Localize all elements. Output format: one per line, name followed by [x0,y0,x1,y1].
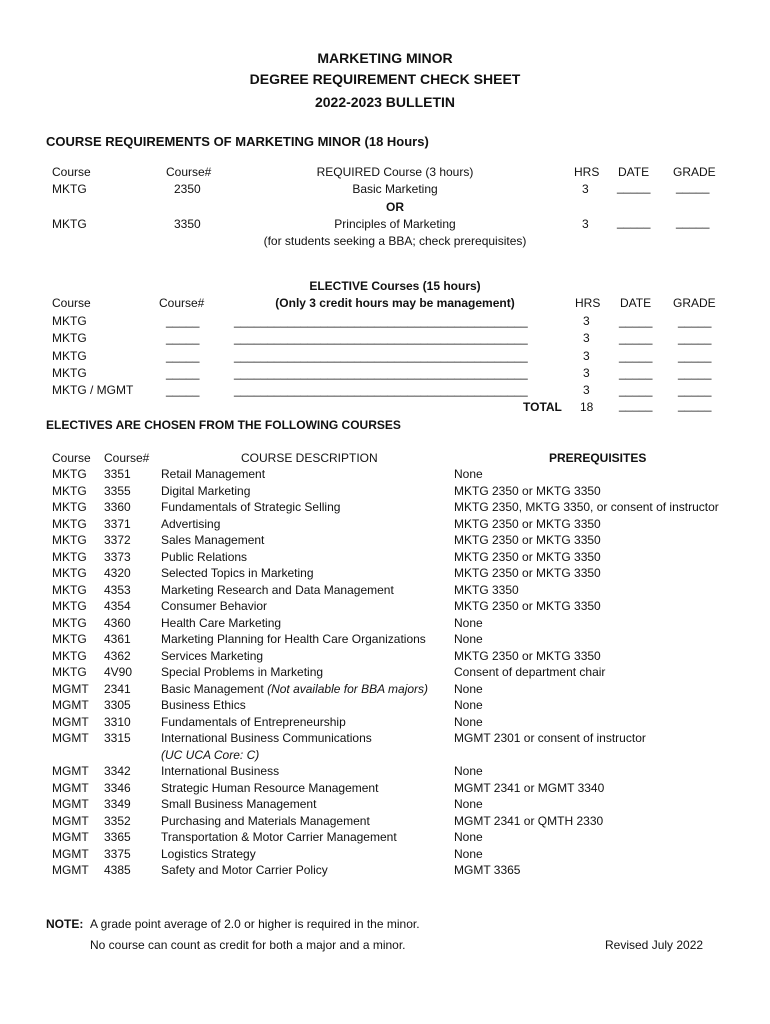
course-row [0,715,770,732]
elective-grade-blank[interactable]: _____ [678,365,712,380]
title-line-2: DEGREE REQUIREMENT CHECK SHEET [249,71,521,87]
course-row [0,814,770,831]
elective-name-blank[interactable]: ____________________________________________ [234,331,528,346]
elective-number-blank[interactable]: _____ [166,348,200,363]
course-description: Consumer Behavior [161,599,268,613]
note-label: NOTE: [46,917,84,931]
course-number: 3355 [104,483,131,498]
course-number: 3305 [104,698,131,712]
course-prerequisite: MKTG 2350 or MKTG 3350 [454,516,601,531]
course-prefix: MGMT [52,830,89,844]
course-row [0,467,770,484]
course-description-wrap [161,682,428,696]
requirements-heading: COURSE REQUIREMENTS OF MARKETING MINOR (18 Hours) [46,134,429,149]
elective-row [0,331,770,348]
course-row [0,863,770,880]
course-prerequisite: None [454,830,483,844]
course-prefix: MKTG [52,665,87,679]
course-row [0,533,770,550]
elective-course-prefix: MKTG [52,348,87,363]
course-row [0,616,770,633]
course-description: Fundamentals of Entrepreneurship [161,714,346,729]
course-description: Sales Management [161,533,265,547]
total-date-blank[interactable]: _____ [619,398,653,412]
col-course-number: Course# [104,451,150,465]
course-hrs: 3 [582,217,589,231]
col-course-number: Course# [159,296,205,310]
revised-date: Revised July 2022 [605,938,704,952]
col-course-number: Course# [166,165,212,179]
grade-blank[interactable]: _____ [676,215,710,229]
elective-name-blank[interactable]: ____________________________________________ [234,348,528,363]
course-description: Marketing Planning for Health Care Organizations [161,632,426,646]
elective-date-blank[interactable]: _____ [619,348,653,363]
course-prefix: MKTG [52,582,87,597]
list-heading: ELECTIVES ARE CHOSEN FROM THE FOLLOWING COURSES [46,418,401,432]
elective-number-blank[interactable]: _____ [166,383,200,398]
course-prefix: MGMT [52,863,89,877]
course-prerequisite: MKTG 3350 [454,582,519,597]
elective-course-prefix: MKTG / MGMT [52,383,134,398]
course-prefix: MKTG [52,217,87,231]
course-prerequisite: MKTG 2350 or MKTG 3350 [454,483,601,498]
date-blank[interactable]: _____ [617,215,651,229]
col-grade: GRADE [673,296,716,310]
course-description: Fundamentals of Strategic Selling [161,500,341,514]
course-number: 4362 [104,648,131,663]
course-description: Small Business Management [161,797,317,811]
course-description: Special Problems in Marketing [161,665,324,679]
course-row [0,649,770,666]
elective-name-blank[interactable]: ____________________________________________ [234,383,528,398]
elective-hrs: 3 [583,314,590,328]
course-number: 3365 [104,830,131,844]
elective-course-prefix: MKTG [52,314,87,328]
course-number: 3351 [104,467,131,481]
course-prefix: MGMT [52,714,89,729]
course-prefix: MKTG [52,467,87,481]
col-hrs: HRS [574,165,600,179]
course-prerequisite: None [454,467,483,481]
or-label: OR [386,200,404,214]
course-prefix: MGMT [52,731,89,745]
elective-row [0,349,770,366]
course-prerequisite: None [454,846,483,861]
elective-name-blank[interactable]: ____________________________________________ [234,365,528,380]
elective-course-prefix: MKTG [52,331,87,346]
course-number: 3373 [104,549,131,564]
elective-date-blank[interactable]: _____ [619,331,653,346]
elective-date-blank[interactable]: _____ [619,383,653,398]
course-prerequisite: None [454,681,483,696]
col-required: REQUIRED Course (3 hours) [316,165,474,179]
course-row [0,797,770,814]
course-row [0,517,770,534]
course-number: 3346 [104,780,131,795]
course-prerequisite: MGMT 3365 [454,863,521,877]
course-number: 4360 [104,615,131,630]
elective-hrs: 3 [583,383,590,398]
course-number: 4320 [104,566,131,580]
elective-course-prefix: MKTG [52,365,87,380]
course-row [0,847,770,864]
course-row [0,731,770,748]
course-prerequisite: MKTG 2350 or MKTG 3350 [454,533,601,547]
course-row [0,698,770,715]
course-number: 3371 [104,516,131,531]
course-row [0,682,770,699]
elective-name-blank[interactable]: ____________________________________________ [234,314,528,328]
course-prefix: MKTG [52,632,87,646]
col-course: Course [52,296,91,310]
course-prerequisite: MKTG 2350 or MKTG 3350 [454,599,601,613]
course-description: Services Marketing [161,648,264,663]
elective-hrs: 3 [583,331,590,346]
course-row [0,484,770,501]
course-prefix: MKTG [52,615,87,630]
course-prerequisite: None [454,714,483,729]
course-description: International Business Communications [161,731,372,745]
course-row [0,583,770,600]
grade-blank[interactable]: _____ [676,180,710,194]
elective-number-blank[interactable]: _____ [166,365,200,380]
col-course: Course [52,165,91,179]
course-row [0,599,770,616]
course-prerequisite: None [454,797,483,811]
course-number: 4354 [104,599,131,613]
course-prefix: MKTG [52,182,87,196]
col-description: COURSE DESCRIPTION [241,451,378,465]
course-prefix: MGMT [52,681,89,696]
course-description: Logistics Strategy [161,846,256,861]
course-prerequisite: None [454,698,483,712]
course-prefix: MGMT [52,797,89,811]
elective-number-blank[interactable]: _____ [166,331,200,346]
elective-date-blank[interactable]: _____ [619,365,653,380]
elective-grade-blank[interactable]: _____ [678,348,712,363]
course-number: 3350 [174,217,201,231]
course-prefix: MKTG [52,516,87,531]
total-label: TOTAL [523,400,562,414]
course-description: Strategic Human Resource Management [161,780,379,795]
total-grade-blank[interactable]: _____ [678,398,712,412]
course-prefix: MKTG [52,483,87,498]
col-grade: GRADE [673,165,716,179]
course-description: Public Relations [161,549,248,564]
elective-date-blank[interactable]: _____ [619,314,653,328]
elective-subtitle: (Only 3 credit hours may be management) [275,296,515,310]
course-prerequisite: MGMT 2341 or MGMT 3340 [454,780,605,795]
course-prefix: MGMT [52,813,89,828]
course-description: Purchasing and Materials Management [161,813,370,828]
note-line-1: A grade point average of 2.0 or higher is required in the minor. [90,917,420,931]
course-description: Health Care Marketing [161,615,282,630]
elective-title: ELECTIVE Courses (15 hours) [309,279,481,293]
course-description: Digital Marketing [161,483,251,498]
title-line-1: MARKETING MINOR [317,50,453,66]
course-description: International Business [161,764,280,778]
course-number: 2350 [174,182,201,196]
elective-grade-blank[interactable]: _____ [678,314,712,328]
course-prerequisite: MKTG 2350 or MKTG 3350 [454,648,601,663]
title-line-3: 2022-2023 BULLETIN [314,94,456,110]
course-prefix: MGMT [52,764,89,778]
course-name: Principles of Marketing [334,217,456,231]
course-prerequisite: None [454,764,483,778]
course-description-note: (Not available for BBA majors) [267,681,429,696]
total-hrs: 18 [580,400,594,414]
course-row [0,830,770,847]
course-description: Selected Topics in Marketing [161,566,314,580]
course-number: 3375 [104,846,131,861]
course-description: Basic Management [161,681,264,696]
course-prefix: MGMT [52,846,89,861]
course-note: (for students seeking a BBA; check prerequisites) [263,234,527,248]
col-hrs: HRS [575,296,601,310]
course-prerequisite: MGMT 2301 or consent of instructor [454,731,646,745]
elective-hrs: 3 [583,365,590,380]
course-number: 4385 [104,863,131,877]
course-row [0,632,770,649]
course-description: Retail Management [161,467,266,481]
course-row [0,781,770,798]
course-prerequisite: MKTG 2350, MKTG 3350, or consent of instructor [454,500,719,514]
course-row [0,500,770,517]
course-description: Safety and Motor Carrier Policy [161,863,328,877]
course-row [0,566,770,583]
elective-row [0,366,770,383]
course-prerequisite: MGMT 2341 or QMTH 2330 [454,813,604,828]
course-description: Advertising [161,516,221,531]
course-description: Transportation & Motor Carrier Management [161,830,397,844]
course-row-continuation [0,748,770,765]
elective-hrs: 3 [583,348,590,363]
course-number: 3352 [104,813,131,828]
course-prefix: MGMT [52,780,89,795]
course-prerequisite: Consent of department chair [454,665,606,679]
col-date: DATE [618,165,650,179]
course-number: 3315 [104,731,131,745]
course-row [0,550,770,567]
course-prerequisite: MKTG 2350 or MKTG 3350 [454,566,601,580]
course-number: 3372 [104,533,131,547]
course-number: 4V90 [104,665,133,679]
course-prefix: MKTG [52,549,87,564]
course-description-line-2: (UC UCA Core: C) [161,747,260,762]
course-number: 3349 [104,797,131,811]
course-prefix: MKTG [52,599,87,613]
elective-grade-blank[interactable]: _____ [678,383,712,398]
elective-row [0,383,770,400]
elective-row [0,314,770,331]
course-prefix: MKTG [52,648,87,663]
course-number: 3360 [104,500,131,514]
course-description: Business Ethics [161,698,246,712]
course-row [0,764,770,781]
course-number: 3342 [104,764,131,778]
course-number: 2341 [104,681,131,696]
elective-number-blank[interactable]: _____ [166,314,200,328]
course-prefix: MKTG [52,500,87,514]
elective-grade-blank[interactable]: _____ [678,331,712,346]
course-number: 4353 [104,582,131,597]
date-blank[interactable]: _____ [617,180,651,194]
course-prerequisite: None [454,615,483,630]
course-prefix: MGMT [52,698,89,712]
course-description: Marketing Research and Data Management [161,582,394,597]
course-prerequisite: None [454,632,483,646]
note-line-2: No course can count as credit for both a major and a minor. [90,938,406,952]
course-row [0,665,770,682]
col-prerequisites: PREREQUISITES [549,451,647,465]
course-prefix: MKTG [52,533,87,547]
col-course: Course [52,451,91,465]
course-number: 3310 [104,714,131,729]
course-number: 4361 [104,632,131,646]
course-prerequisite: MKTG 2350 or MKTG 3350 [454,549,601,564]
col-date: DATE [620,296,652,310]
course-hrs: 3 [582,182,589,196]
course-name: Basic Marketing [352,182,438,196]
course-prefix: MKTG [52,566,87,580]
